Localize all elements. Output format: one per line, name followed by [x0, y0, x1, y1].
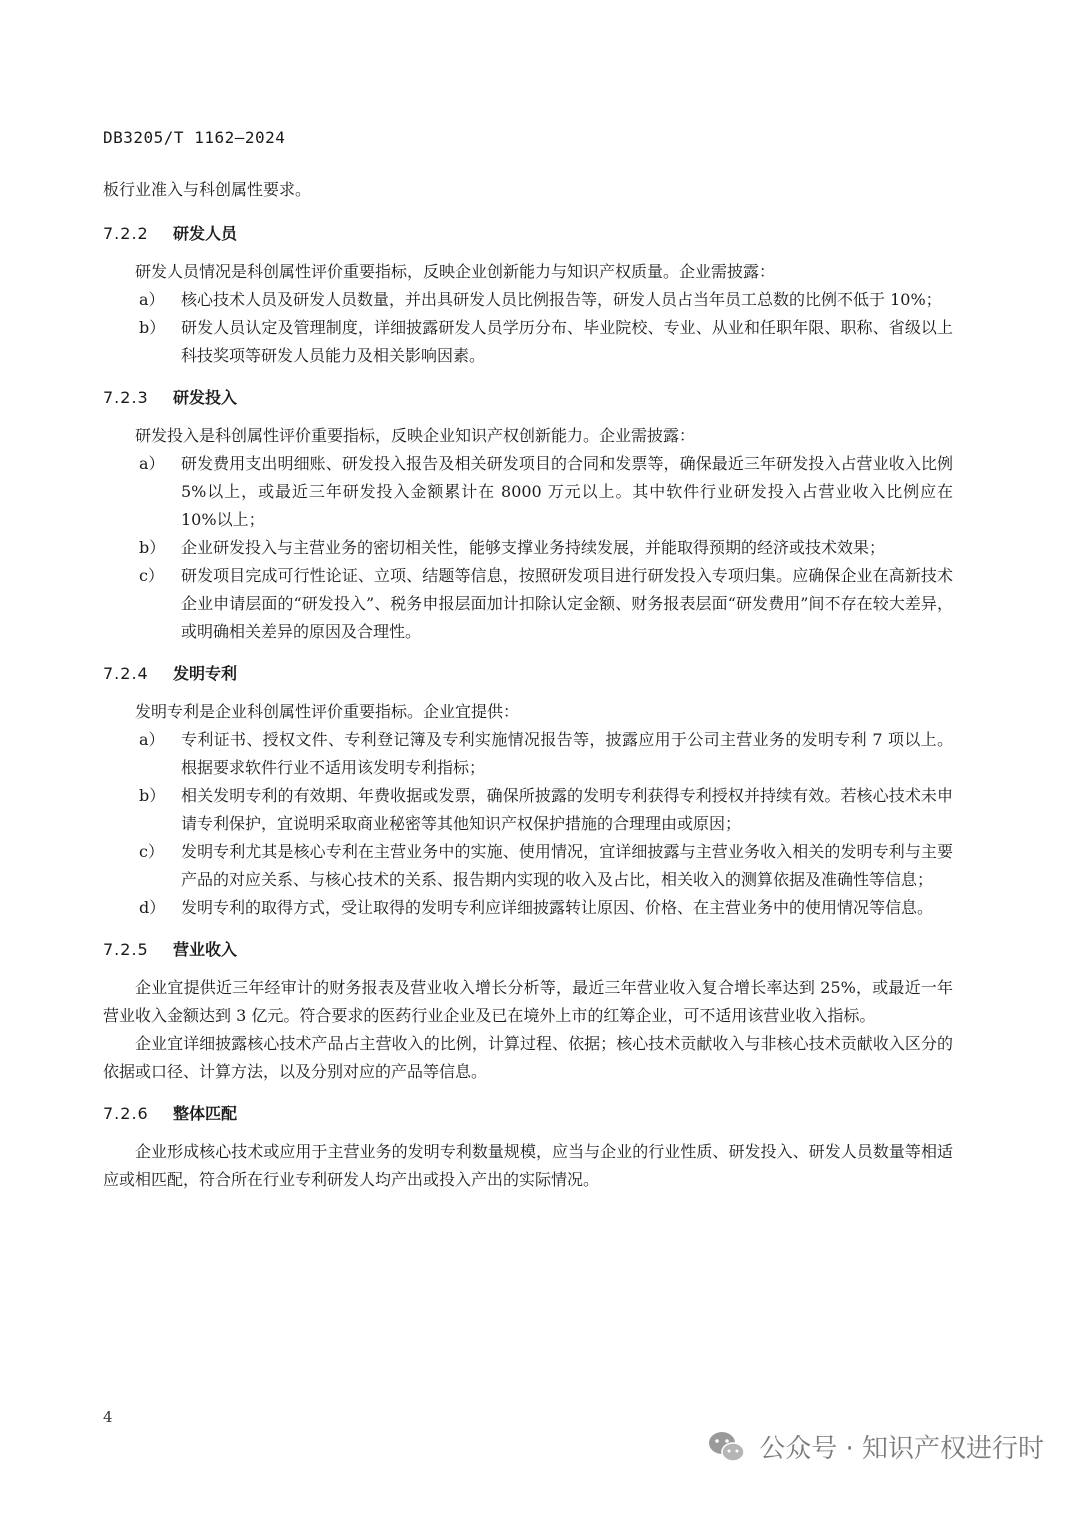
list-item: [139, 286, 953, 314]
list-marker: b）: [139, 786, 166, 805]
list-text: 研发项目完成可行性论证、立项、结题等信息，按照研发项目进行研发投入专项归集。应确保企业在高新技术企业申请层面的“研发投入”、税务申报层面加计扣除认定金额、财务报表层面“研发费用”间不存在较大差异，或明确相关差异的原因及合理性。: [181, 566, 953, 641]
section-title: 营业收入: [173, 940, 238, 959]
paragraph: 企业宜提供近三年经审计的财务报表及营业收入增长分析等，最近三年营业收入复合增长率达到 25%，或最近一年营业收入金额达到 3 亿元。符合要求的医药行业企业及已在境外上市的红筹企业，可不适用该营业收入指标。: [103, 978, 953, 1025]
section-number: 7.2.6: [103, 1104, 149, 1123]
list-item: [139, 314, 953, 370]
section-heading: [103, 1100, 953, 1128]
list-text: 研发费用支出明细账、研发投入报告及相关研发项目的合同和发票等，确保最近三年研发投入占营业收入比例 5%以上，或最近三年研发投入金额累计在 8000 万元以上。其中软件行业研发投入占营业收入比例应在 10%以上；: [181, 454, 953, 529]
list-marker: a）: [139, 454, 165, 473]
section-7-2-2: [103, 220, 953, 370]
list-text: 核心技术人员及研发人员数量，并出具研发人员比例报告等，研发人员占当年员工总数的比例不低于 10%；: [181, 290, 942, 309]
document-id: DB3205/T 1162—2024: [103, 128, 286, 147]
continuation-text: 板行业准入与科创属性要求。: [103, 180, 312, 199]
section-intro: 研发人员情况是科创属性评价重要指标，反映企业创新能力与知识产权质量。企业需披露：: [135, 262, 776, 281]
watermark: [707, 1428, 1044, 1465]
list-text: 相关发明专利的有效期、年费收据或发票，确保所披露的发明专利获得专利授权并持续有效。若核心技术未申请专利保护，宜说明采取商业秘密等其他知识产权保护措施的合理理由或原因；: [181, 786, 953, 833]
list-marker: b）: [139, 318, 166, 337]
watermark-text: 公众号 · 知识产权进行时: [759, 1434, 1044, 1464]
list-item: [139, 562, 953, 646]
list-text: 发明专利的取得方式，受让取得的发明专利应详细披露转让原因、价格、在主营业务中的使用情况等信息。: [181, 898, 934, 917]
section-heading: [103, 936, 953, 964]
list-marker: c）: [139, 566, 164, 585]
list-text: 企业研发投入与主营业务的密切相关性，能够支撑业务持续发展，并能取得预期的经济或技术效果；: [181, 538, 886, 557]
section-number: 7.2.4: [103, 664, 149, 683]
list-marker: b）: [139, 538, 166, 557]
list-item: [139, 894, 953, 922]
section-heading: [103, 660, 953, 688]
section-7-2-5: [103, 936, 953, 1086]
section-title: 整体匹配: [173, 1104, 238, 1123]
list-text: 专利证书、授权文件、专利登记簿及专利实施情况报告等，披露应用于公司主营业务的发明专利 7 项以上。根据要求软件行业不适用该发明专利指标；: [181, 730, 953, 777]
section-heading: [103, 384, 953, 412]
section-intro: 发明专利是企业科创属性评价重要指标。企业宜提供：: [135, 702, 520, 721]
wechat-icon: [707, 1430, 747, 1464]
list-text: 研发人员认定及管理制度，详细披露研发人员学历分布、毕业院校、专业、从业和任职年限、职称、省级以上科技奖项等研发人员能力及相关影响因素。: [181, 318, 953, 365]
paragraph: 企业形成核心技术或应用于主营业务的发明专利数量规模，应当与企业的行业性质、研发投入、研发人员数量等相适应或相匹配，符合所在行业专利研发人均产出或投入产出的实际情况。: [103, 1142, 953, 1189]
section-title: 研发投入: [173, 388, 238, 407]
list-item: [139, 450, 953, 534]
list-text: 发明专利尤其是核心专利在主营业务中的实施、使用情况，宜详细披露与主营业务收入相关的发明专利与主要产品的对应关系、与核心技术的关系、报告期内实现的收入及占比，相关收入的测算依据及准确性等信息；: [181, 842, 953, 889]
section-number: 7.2.5: [103, 940, 149, 959]
section-heading: [103, 220, 953, 248]
list-item: [139, 534, 953, 562]
section-7-2-3: [103, 384, 953, 646]
section-number: 7.2.2: [103, 224, 149, 243]
list-marker: a）: [139, 730, 165, 749]
list-marker: d）: [139, 898, 166, 917]
paragraph: 企业宜详细披露核心技术产品占主营收入的比例，计算过程、依据；核心技术贡献收入与非核心技术贡献收入区分的依据或口径、计算方法，以及分别对应的产品等信息。: [103, 1034, 953, 1081]
page-number: 4: [103, 1408, 113, 1426]
section-7-2-6: [103, 1100, 953, 1194]
section-title: 研发人员: [173, 224, 238, 243]
list-marker: a）: [139, 290, 165, 309]
list-item: [139, 838, 953, 894]
section-number: 7.2.3: [103, 388, 149, 407]
section-title: 发明专利: [173, 664, 238, 683]
list-item: [139, 782, 953, 838]
list-item: [139, 726, 953, 782]
section-7-2-4: [103, 660, 953, 922]
section-intro: 研发投入是科创属性评价重要指标，反映企业知识产权创新能力。企业需披露：: [135, 426, 696, 445]
document-body: [103, 176, 953, 1208]
list-marker: c）: [139, 842, 164, 861]
